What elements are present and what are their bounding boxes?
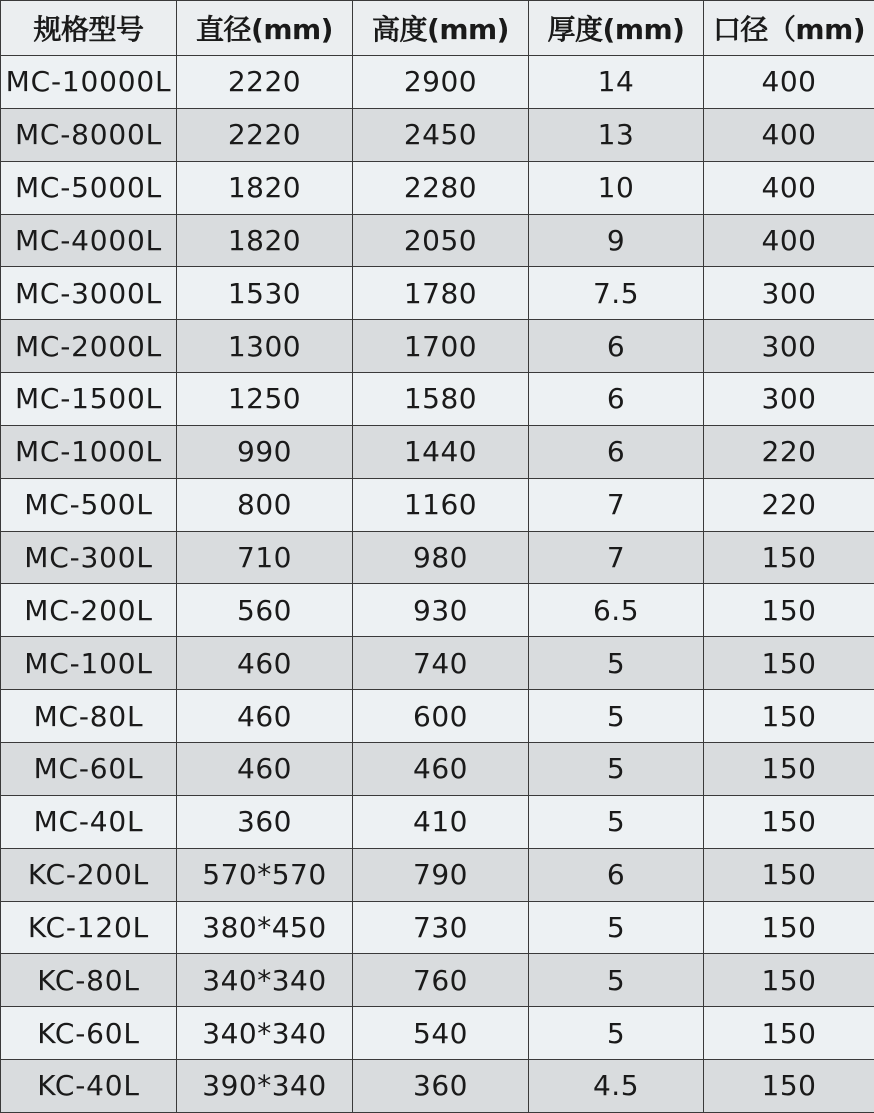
cell-opening: 150 bbox=[704, 848, 874, 901]
cell-height: 930 bbox=[353, 584, 529, 637]
header-row bbox=[1, 1, 874, 56]
cell-opening: 150 bbox=[704, 795, 874, 848]
cell-model: MC-8000L bbox=[1, 108, 177, 161]
cell-thickness: 5 bbox=[529, 795, 704, 848]
cell-model: MC-100L bbox=[1, 637, 177, 690]
cell-height: 1780 bbox=[353, 267, 529, 320]
cell-opening: 150 bbox=[704, 901, 874, 954]
cell-height: 760 bbox=[353, 954, 529, 1007]
cell-diameter: 2220 bbox=[177, 56, 353, 109]
cell-opening: 150 bbox=[704, 584, 874, 637]
cell-diameter: 990 bbox=[177, 425, 353, 478]
table-row bbox=[1, 637, 874, 690]
cell-thickness: 5 bbox=[529, 901, 704, 954]
cell-opening: 150 bbox=[704, 531, 874, 584]
cell-height: 1160 bbox=[353, 478, 529, 531]
cell-thickness: 6 bbox=[529, 373, 704, 426]
cell-diameter: 1820 bbox=[177, 214, 353, 267]
cell-thickness: 5 bbox=[529, 742, 704, 795]
cell-model: KC-40L bbox=[1, 1060, 177, 1113]
cell-height: 740 bbox=[353, 637, 529, 690]
cell-opening: 150 bbox=[704, 690, 874, 743]
cell-diameter: 460 bbox=[177, 742, 353, 795]
cell-thickness: 5 bbox=[529, 690, 704, 743]
cell-height: 980 bbox=[353, 531, 529, 584]
table-row bbox=[1, 425, 874, 478]
cell-diameter: 390*340 bbox=[177, 1060, 353, 1113]
cell-model: MC-10000L bbox=[1, 56, 177, 109]
cell-diameter: 340*340 bbox=[177, 954, 353, 1007]
table-row bbox=[1, 1007, 874, 1060]
cell-diameter: 380*450 bbox=[177, 901, 353, 954]
cell-thickness: 5 bbox=[529, 637, 704, 690]
cell-height: 1580 bbox=[353, 373, 529, 426]
cell-model: KC-80L bbox=[1, 954, 177, 1007]
cell-diameter: 2220 bbox=[177, 108, 353, 161]
cell-height: 2050 bbox=[353, 214, 529, 267]
cell-thickness: 6 bbox=[529, 848, 704, 901]
cell-height: 730 bbox=[353, 901, 529, 954]
cell-model: MC-200L bbox=[1, 584, 177, 637]
table-row bbox=[1, 161, 874, 214]
cell-thickness: 5 bbox=[529, 1007, 704, 1060]
cell-diameter: 1530 bbox=[177, 267, 353, 320]
header-thickness: 厚度(mm) bbox=[529, 1, 704, 56]
cell-height: 360 bbox=[353, 1060, 529, 1113]
table-row bbox=[1, 320, 874, 373]
table-row bbox=[1, 1060, 874, 1113]
cell-model: MC-300L bbox=[1, 531, 177, 584]
cell-height: 540 bbox=[353, 1007, 529, 1060]
cell-diameter: 560 bbox=[177, 584, 353, 637]
table-row bbox=[1, 373, 874, 426]
cell-thickness: 5 bbox=[529, 954, 704, 1007]
cell-height: 1700 bbox=[353, 320, 529, 373]
header-opening: 口径（mm) bbox=[704, 1, 874, 56]
cell-model: KC-200L bbox=[1, 848, 177, 901]
cell-thickness: 10 bbox=[529, 161, 704, 214]
cell-model: MC-1500L bbox=[1, 373, 177, 426]
cell-model: MC-60L bbox=[1, 742, 177, 795]
cell-height: 2280 bbox=[353, 161, 529, 214]
cell-model: MC-2000L bbox=[1, 320, 177, 373]
cell-thickness: 14 bbox=[529, 56, 704, 109]
cell-opening: 400 bbox=[704, 161, 874, 214]
cell-model: MC-5000L bbox=[1, 161, 177, 214]
cell-model: MC-1000L bbox=[1, 425, 177, 478]
header-height: 高度(mm) bbox=[353, 1, 529, 56]
table-header bbox=[1, 1, 874, 56]
table-body bbox=[1, 56, 874, 1113]
cell-thickness: 13 bbox=[529, 108, 704, 161]
table-row bbox=[1, 531, 874, 584]
table-row bbox=[1, 742, 874, 795]
table-row bbox=[1, 901, 874, 954]
table-row bbox=[1, 108, 874, 161]
cell-model: KC-60L bbox=[1, 1007, 177, 1060]
cell-diameter: 1820 bbox=[177, 161, 353, 214]
cell-thickness: 7 bbox=[529, 478, 704, 531]
cell-model: MC-500L bbox=[1, 478, 177, 531]
cell-thickness: 7 bbox=[529, 531, 704, 584]
cell-opening: 220 bbox=[704, 425, 874, 478]
cell-diameter: 800 bbox=[177, 478, 353, 531]
table-row bbox=[1, 214, 874, 267]
cell-diameter: 460 bbox=[177, 637, 353, 690]
cell-thickness: 6 bbox=[529, 320, 704, 373]
cell-model: KC-120L bbox=[1, 901, 177, 954]
cell-opening: 400 bbox=[704, 56, 874, 109]
cell-diameter: 360 bbox=[177, 795, 353, 848]
header-diameter: 直径(mm) bbox=[177, 1, 353, 56]
cell-opening: 300 bbox=[704, 267, 874, 320]
cell-opening: 300 bbox=[704, 320, 874, 373]
table-row bbox=[1, 478, 874, 531]
cell-opening: 400 bbox=[704, 214, 874, 267]
table-row bbox=[1, 267, 874, 320]
cell-opening: 150 bbox=[704, 637, 874, 690]
cell-diameter: 570*570 bbox=[177, 848, 353, 901]
cell-diameter: 1300 bbox=[177, 320, 353, 373]
cell-thickness: 9 bbox=[529, 214, 704, 267]
cell-model: MC-80L bbox=[1, 690, 177, 743]
table-row bbox=[1, 954, 874, 1007]
cell-height: 600 bbox=[353, 690, 529, 743]
table-row bbox=[1, 690, 874, 743]
cell-opening: 150 bbox=[704, 742, 874, 795]
cell-model: MC-3000L bbox=[1, 267, 177, 320]
cell-height: 460 bbox=[353, 742, 529, 795]
cell-thickness: 6 bbox=[529, 425, 704, 478]
cell-thickness: 4.5 bbox=[529, 1060, 704, 1113]
cell-opening: 220 bbox=[704, 478, 874, 531]
header-model: 规格型号 bbox=[1, 1, 177, 56]
cell-opening: 150 bbox=[704, 1007, 874, 1060]
cell-opening: 300 bbox=[704, 373, 874, 426]
cell-diameter: 340*340 bbox=[177, 1007, 353, 1060]
cell-opening: 400 bbox=[704, 108, 874, 161]
table-row bbox=[1, 848, 874, 901]
cell-diameter: 710 bbox=[177, 531, 353, 584]
cell-height: 2450 bbox=[353, 108, 529, 161]
cell-height: 2900 bbox=[353, 56, 529, 109]
cell-opening: 150 bbox=[704, 954, 874, 1007]
table-row bbox=[1, 584, 874, 637]
table-row bbox=[1, 56, 874, 109]
cell-height: 1440 bbox=[353, 425, 529, 478]
cell-model: MC-40L bbox=[1, 795, 177, 848]
cell-thickness: 7.5 bbox=[529, 267, 704, 320]
cell-diameter: 1250 bbox=[177, 373, 353, 426]
table-row bbox=[1, 795, 874, 848]
cell-model: MC-4000L bbox=[1, 214, 177, 267]
cell-diameter: 460 bbox=[177, 690, 353, 743]
cell-height: 410 bbox=[353, 795, 529, 848]
cell-thickness: 6.5 bbox=[529, 584, 704, 637]
cell-opening: 150 bbox=[704, 1060, 874, 1113]
cell-height: 790 bbox=[353, 848, 529, 901]
